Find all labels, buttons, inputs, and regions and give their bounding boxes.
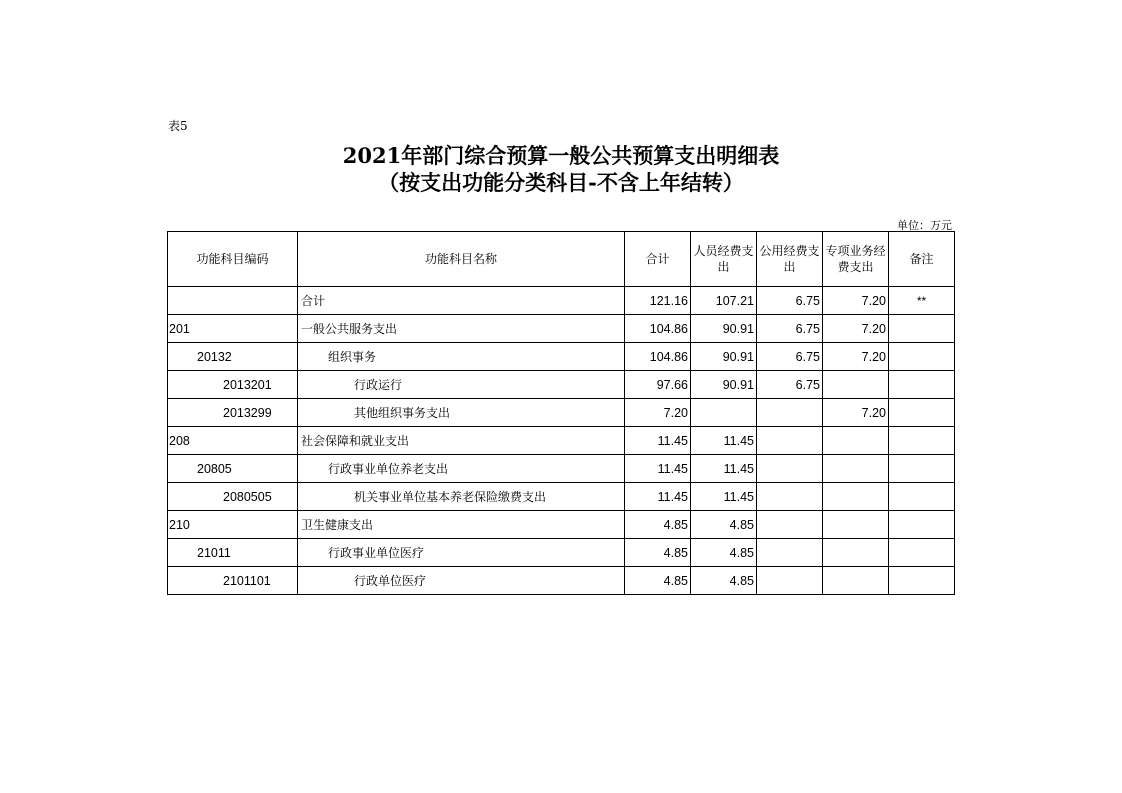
header-personnel: 人员经费支出: [691, 232, 757, 287]
cell-public: 6.75: [757, 371, 823, 399]
cell-remark: [889, 483, 955, 511]
cell-remark: [889, 315, 955, 343]
cell-code: 2013299: [168, 399, 298, 427]
cell-special: [823, 427, 889, 455]
cell-name: 行政单位医疗: [298, 567, 625, 595]
header-code: 功能科目编码: [168, 232, 298, 287]
page-subtitle: （按支出功能分类科目-不含上年结转）: [378, 170, 744, 195]
cell-name: 行政事业单位医疗: [298, 539, 625, 567]
cell-total: 11.45: [625, 455, 691, 483]
cell-personnel: 11.45: [691, 455, 757, 483]
cell-special: [823, 483, 889, 511]
cell-code: 21011: [168, 539, 298, 567]
cell-name: 一般公共服务支出: [298, 315, 625, 343]
cell-total: 11.45: [625, 483, 691, 511]
cell-remark: [889, 343, 955, 371]
table-row: [168, 567, 955, 595]
header-public: 公用经费支出: [757, 232, 823, 287]
cell-remark: [889, 371, 955, 399]
cell-special: [823, 371, 889, 399]
cell-name: 其他组织事务支出: [298, 399, 625, 427]
cell-total: 97.66: [625, 371, 691, 399]
table-row: [168, 343, 955, 371]
cell-personnel: [691, 399, 757, 427]
table-row: [168, 371, 955, 399]
header-remark: 备注: [889, 232, 955, 287]
cell-public: [757, 483, 823, 511]
table-header-row: [168, 232, 955, 287]
cell-special: 7.20: [823, 287, 889, 315]
cell-public: 6.75: [757, 315, 823, 343]
cell-remark: [889, 427, 955, 455]
cell-public: [757, 427, 823, 455]
cell-special: [823, 511, 889, 539]
cell-code: 20805: [168, 455, 298, 483]
cell-name: 行政运行: [298, 371, 625, 399]
cell-public: [757, 539, 823, 567]
header-special: 专项业务经费支出: [823, 232, 889, 287]
cell-remark: [889, 511, 955, 539]
cell-special: [823, 567, 889, 595]
unit-label: 单位：万元: [897, 219, 952, 232]
cell-remark: [889, 455, 955, 483]
cell-code: 2101101: [168, 567, 298, 595]
cell-special: 7.20: [823, 315, 889, 343]
cell-code: [168, 287, 298, 315]
cell-name: 卫生健康支出: [298, 511, 625, 539]
cell-total: 11.45: [625, 427, 691, 455]
page-title: 2021年部门综合预算一般公共预算支出明细表: [342, 143, 780, 168]
header-name: 功能科目名称: [298, 232, 625, 287]
table-row: [168, 287, 955, 315]
cell-name: 合计: [298, 287, 625, 315]
cell-name: 组织事务: [298, 343, 625, 371]
cell-special: [823, 539, 889, 567]
table-row: [168, 427, 955, 455]
cell-personnel: 90.91: [691, 371, 757, 399]
cell-code: 2080505: [168, 483, 298, 511]
cell-total: 104.86: [625, 343, 691, 371]
cell-code: 2013201: [168, 371, 298, 399]
cell-remark: [889, 567, 955, 595]
cell-personnel: 107.21: [691, 287, 757, 315]
header-total: 合计: [625, 232, 691, 287]
cell-public: 6.75: [757, 343, 823, 371]
cell-personnel: 4.85: [691, 567, 757, 595]
table-number-label: 表5: [168, 119, 188, 133]
cell-remark: [889, 539, 955, 567]
cell-personnel: 90.91: [691, 315, 757, 343]
table-row: [168, 455, 955, 483]
cell-total: 4.85: [625, 511, 691, 539]
cell-personnel: 4.85: [691, 539, 757, 567]
cell-code: 210: [168, 511, 298, 539]
cell-name: 机关事业单位基本养老保险缴费支出: [298, 483, 625, 511]
cell-code: 20132: [168, 343, 298, 371]
table-row: [168, 539, 955, 567]
cell-public: 6.75: [757, 287, 823, 315]
table-row: [168, 511, 955, 539]
cell-code: 201: [168, 315, 298, 343]
cell-special: [823, 455, 889, 483]
cell-public: [757, 511, 823, 539]
table-row: [168, 483, 955, 511]
cell-total: 121.16: [625, 287, 691, 315]
cell-remark: [889, 399, 955, 427]
cell-public: [757, 455, 823, 483]
cell-name: 行政事业单位养老支出: [298, 455, 625, 483]
table-row: [168, 315, 955, 343]
cell-remark: **: [889, 287, 955, 315]
cell-name: 社会保障和就业支出: [298, 427, 625, 455]
cell-personnel: 4.85: [691, 511, 757, 539]
cell-public: [757, 399, 823, 427]
expenditure-table: [167, 231, 955, 595]
cell-total: 4.85: [625, 539, 691, 567]
cell-total: 4.85: [625, 567, 691, 595]
cell-total: 104.86: [625, 315, 691, 343]
cell-special: 7.20: [823, 399, 889, 427]
cell-public: [757, 567, 823, 595]
cell-special: 7.20: [823, 343, 889, 371]
cell-personnel: 90.91: [691, 343, 757, 371]
cell-total: 7.20: [625, 399, 691, 427]
table-row: [168, 399, 955, 427]
cell-personnel: 11.45: [691, 483, 757, 511]
cell-code: 208: [168, 427, 298, 455]
cell-personnel: 11.45: [691, 427, 757, 455]
